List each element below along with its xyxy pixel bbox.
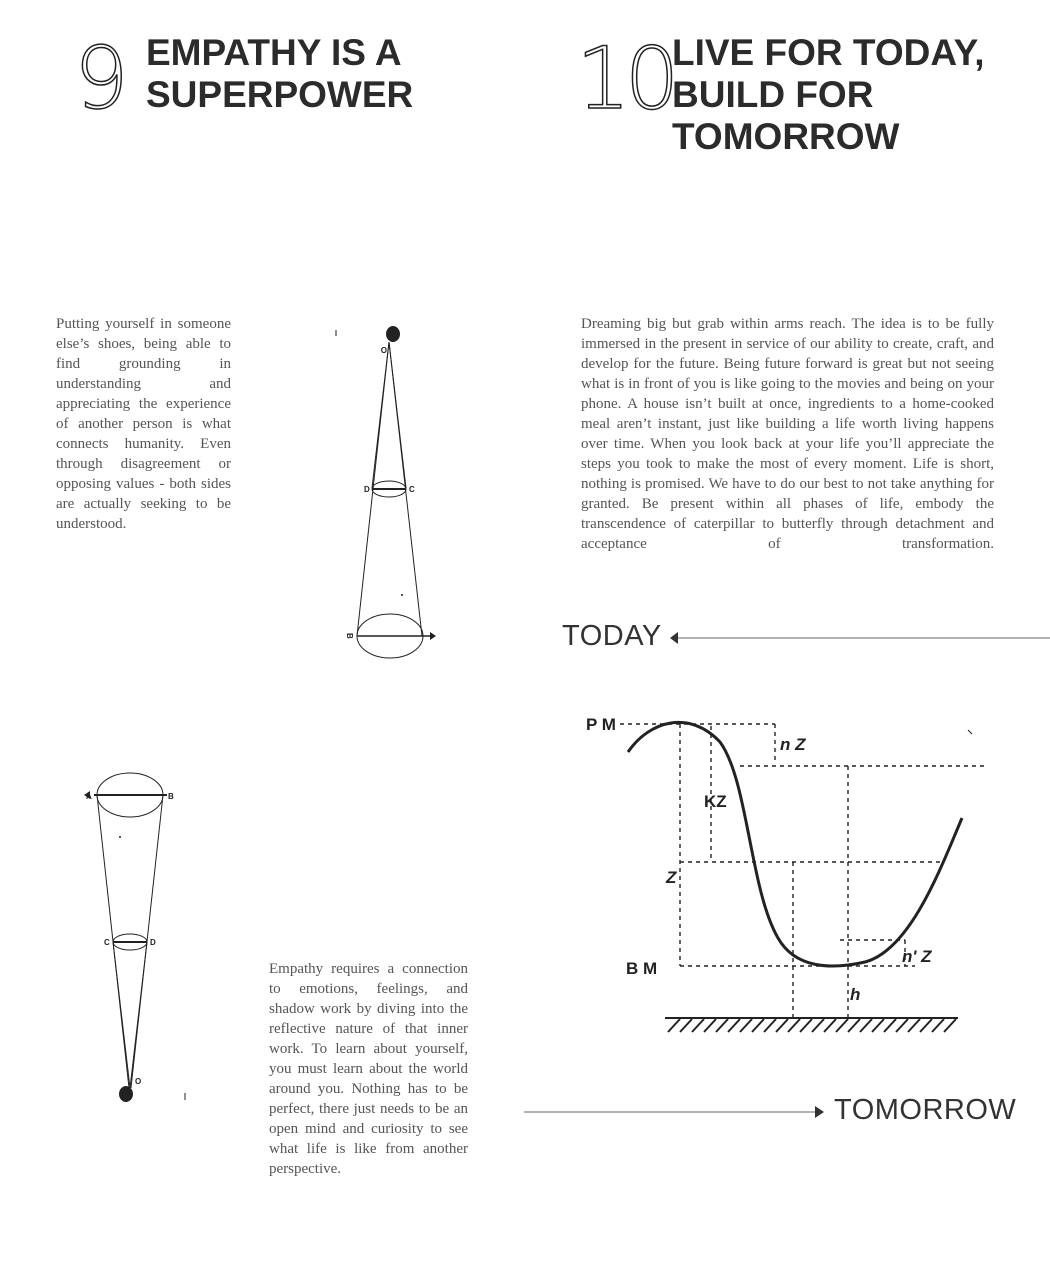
cone-label-o-lower: O: [135, 1077, 142, 1086]
cone-label-d: D: [364, 485, 370, 494]
label-nz: n Z: [780, 735, 806, 754]
section-number-10: 10: [576, 29, 674, 129]
cone-apex-figure-lower: [119, 1086, 133, 1102]
cone-label-b-lower: B: [168, 792, 174, 801]
live-paragraph: Dreaming big but grab within arms reach. The idea is to be fully immersed in the present in service of our ability to create, craft, and develop for the future. Being future forward is great but not seeing what is in front of you is like going to the movies and being on your phone. A house isn’t built at once, ingredients to a home-cooked meal aren’t instant, just like building a life worth living happens over time. When you look back at your life you’ll appreciate the steps you took to make the most of every moment. Life is short, nothing is promised. We have to do our best to not take anything for granted. Be present within all phases of life, embody the transcendence of caterpillar to butterfly through detachment and acceptance of transformation.: [581, 316, 994, 552]
today-arrow: [668, 628, 1050, 648]
label-bm: B M: [626, 959, 658, 978]
cone-illustration-lower: [80, 770, 195, 1110]
cone-label-c: C: [409, 485, 415, 494]
label-n-prime-z: n' Z: [902, 947, 932, 966]
section-title-live-for-today: LIVE FOR TODAY, BUILD FOR TOMORROW: [672, 32, 985, 157]
tomorrow-arrow: [524, 1102, 829, 1122]
cone-label-a: A: [86, 792, 92, 801]
label-h: h: [850, 985, 861, 1004]
label-z: Z: [666, 868, 677, 887]
today-label: TODAY: [562, 620, 662, 652]
oscillation-diagram: [580, 700, 1000, 1045]
cone-label-o: O: [380, 345, 387, 354]
cone-apex-figure: [386, 326, 400, 342]
empathy-paragraph-2: Empathy requires a connection to emotions, feelings, and shadow work by diving into the reflective nature of that inner work. To learn about yourself, you must learn about the world around you. Nothing has to be perfect, there just needs to be an open mind and curiosity to see what life is like from another perspective.: [269, 961, 468, 1177]
tomorrow-label: TOMORROW: [834, 1094, 1017, 1126]
section-number-9: 9: [74, 29, 123, 129]
cone-label-c-lower: C: [104, 938, 110, 947]
section-title-empathy: EMPATHY IS A SUPERPOWER: [146, 32, 414, 115]
cone-label-d-lower: D: [150, 938, 156, 947]
empathy-paragraph-1: Putting yourself in someone else’s shoes, being able to find grounding in understanding and appreciating the experience of another person is what connects humanity. Even through disagreement or opposing values - both sides are actually seeking to be understood.: [56, 316, 231, 532]
cone-label-b: B: [345, 633, 354, 639]
label-kz: KZ: [704, 792, 727, 811]
cone-illustration-upper: [330, 320, 450, 665]
label-pm: P M: [586, 715, 616, 734]
